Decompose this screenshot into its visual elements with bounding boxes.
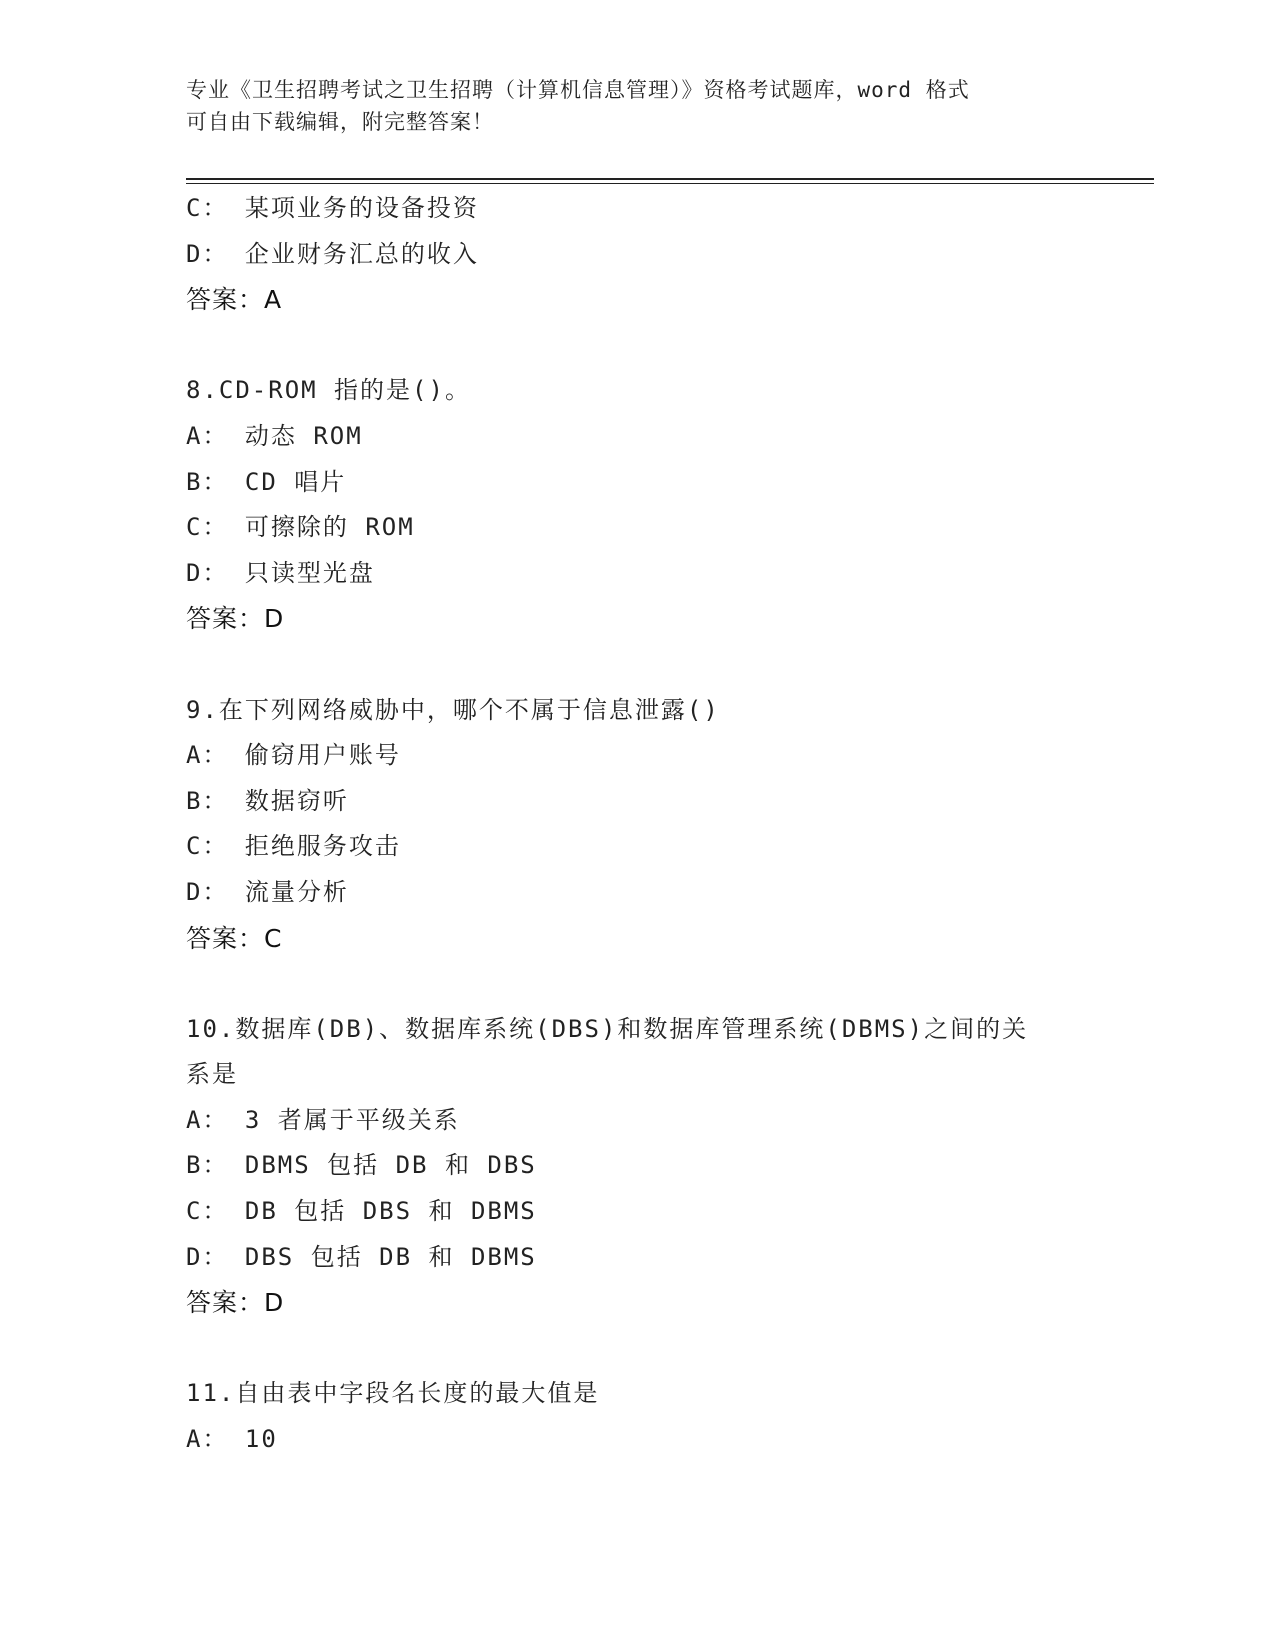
header-line-1: 专业《卫生招聘考试之卫生招聘（计算机信息管理）》资格考试题库，word 格式 (186, 78, 970, 102)
question-text: 8.CD-ROM 指的是()。 (186, 376, 471, 405)
header-line-2: 可自由下载编辑，附完整答案！ (186, 110, 494, 134)
option-a: A： 偷窃用户账号 (186, 741, 401, 770)
question-10 (186, 1007, 1086, 1326)
option-c: C： 拒绝服务攻击 (186, 832, 401, 861)
option-d: D： 企业财务汇总的收入 (186, 239, 479, 268)
option-d: D： DBS 包括 DB 和 DBMS (186, 1242, 537, 1271)
spacer (186, 961, 1086, 1007)
question-11 (186, 1371, 1086, 1462)
option-a: A： 动态 ROM (186, 421, 363, 450)
question-9 (186, 688, 1086, 962)
header-divider-thick (186, 178, 1154, 180)
answer: 答案：D (186, 1288, 285, 1318)
answer: 答案：D (186, 604, 285, 634)
option-a: A： 3 者属于平级关系 (186, 1105, 460, 1134)
question-text-line-2: 系是 (186, 1060, 238, 1089)
option-c: C： DB 包括 DBS 和 DBMS (186, 1197, 537, 1226)
option-b: B： DBMS 包括 DB 和 DBS (186, 1151, 537, 1180)
option-c: C： 可擦除的 ROM (186, 513, 415, 542)
answer: 答案：A (186, 285, 283, 315)
option-d: D： 只读型光盘 (186, 558, 375, 587)
question-8 (186, 368, 1086, 642)
option-a: A： 10 (186, 1425, 278, 1454)
question-list (186, 186, 1086, 1463)
spacer (186, 323, 1086, 369)
spacer (186, 1326, 1086, 1372)
question-text: 9.在下列网络威胁中，哪个不属于信息泄露() (186, 695, 720, 724)
option-b: B： 数据窃听 (186, 786, 349, 815)
question-text: 11.自由表中字段名长度的最大值是 (186, 1379, 600, 1408)
option-c: C： 某项业务的设备投资 (186, 194, 479, 222)
question-7 (186, 186, 1086, 323)
document-header (186, 74, 1086, 138)
question-text-line-1: 10.数据库(DB)、数据库系统(DBS)和数据库管理系统(DBMS)之间的关 (186, 1014, 1029, 1043)
option-d: D： 流量分析 (186, 877, 349, 906)
header-divider-thin (186, 183, 1154, 184)
option-b: B： CD 唱片 (186, 467, 347, 496)
answer: 答案：C (186, 923, 283, 953)
spacer (186, 642, 1086, 688)
